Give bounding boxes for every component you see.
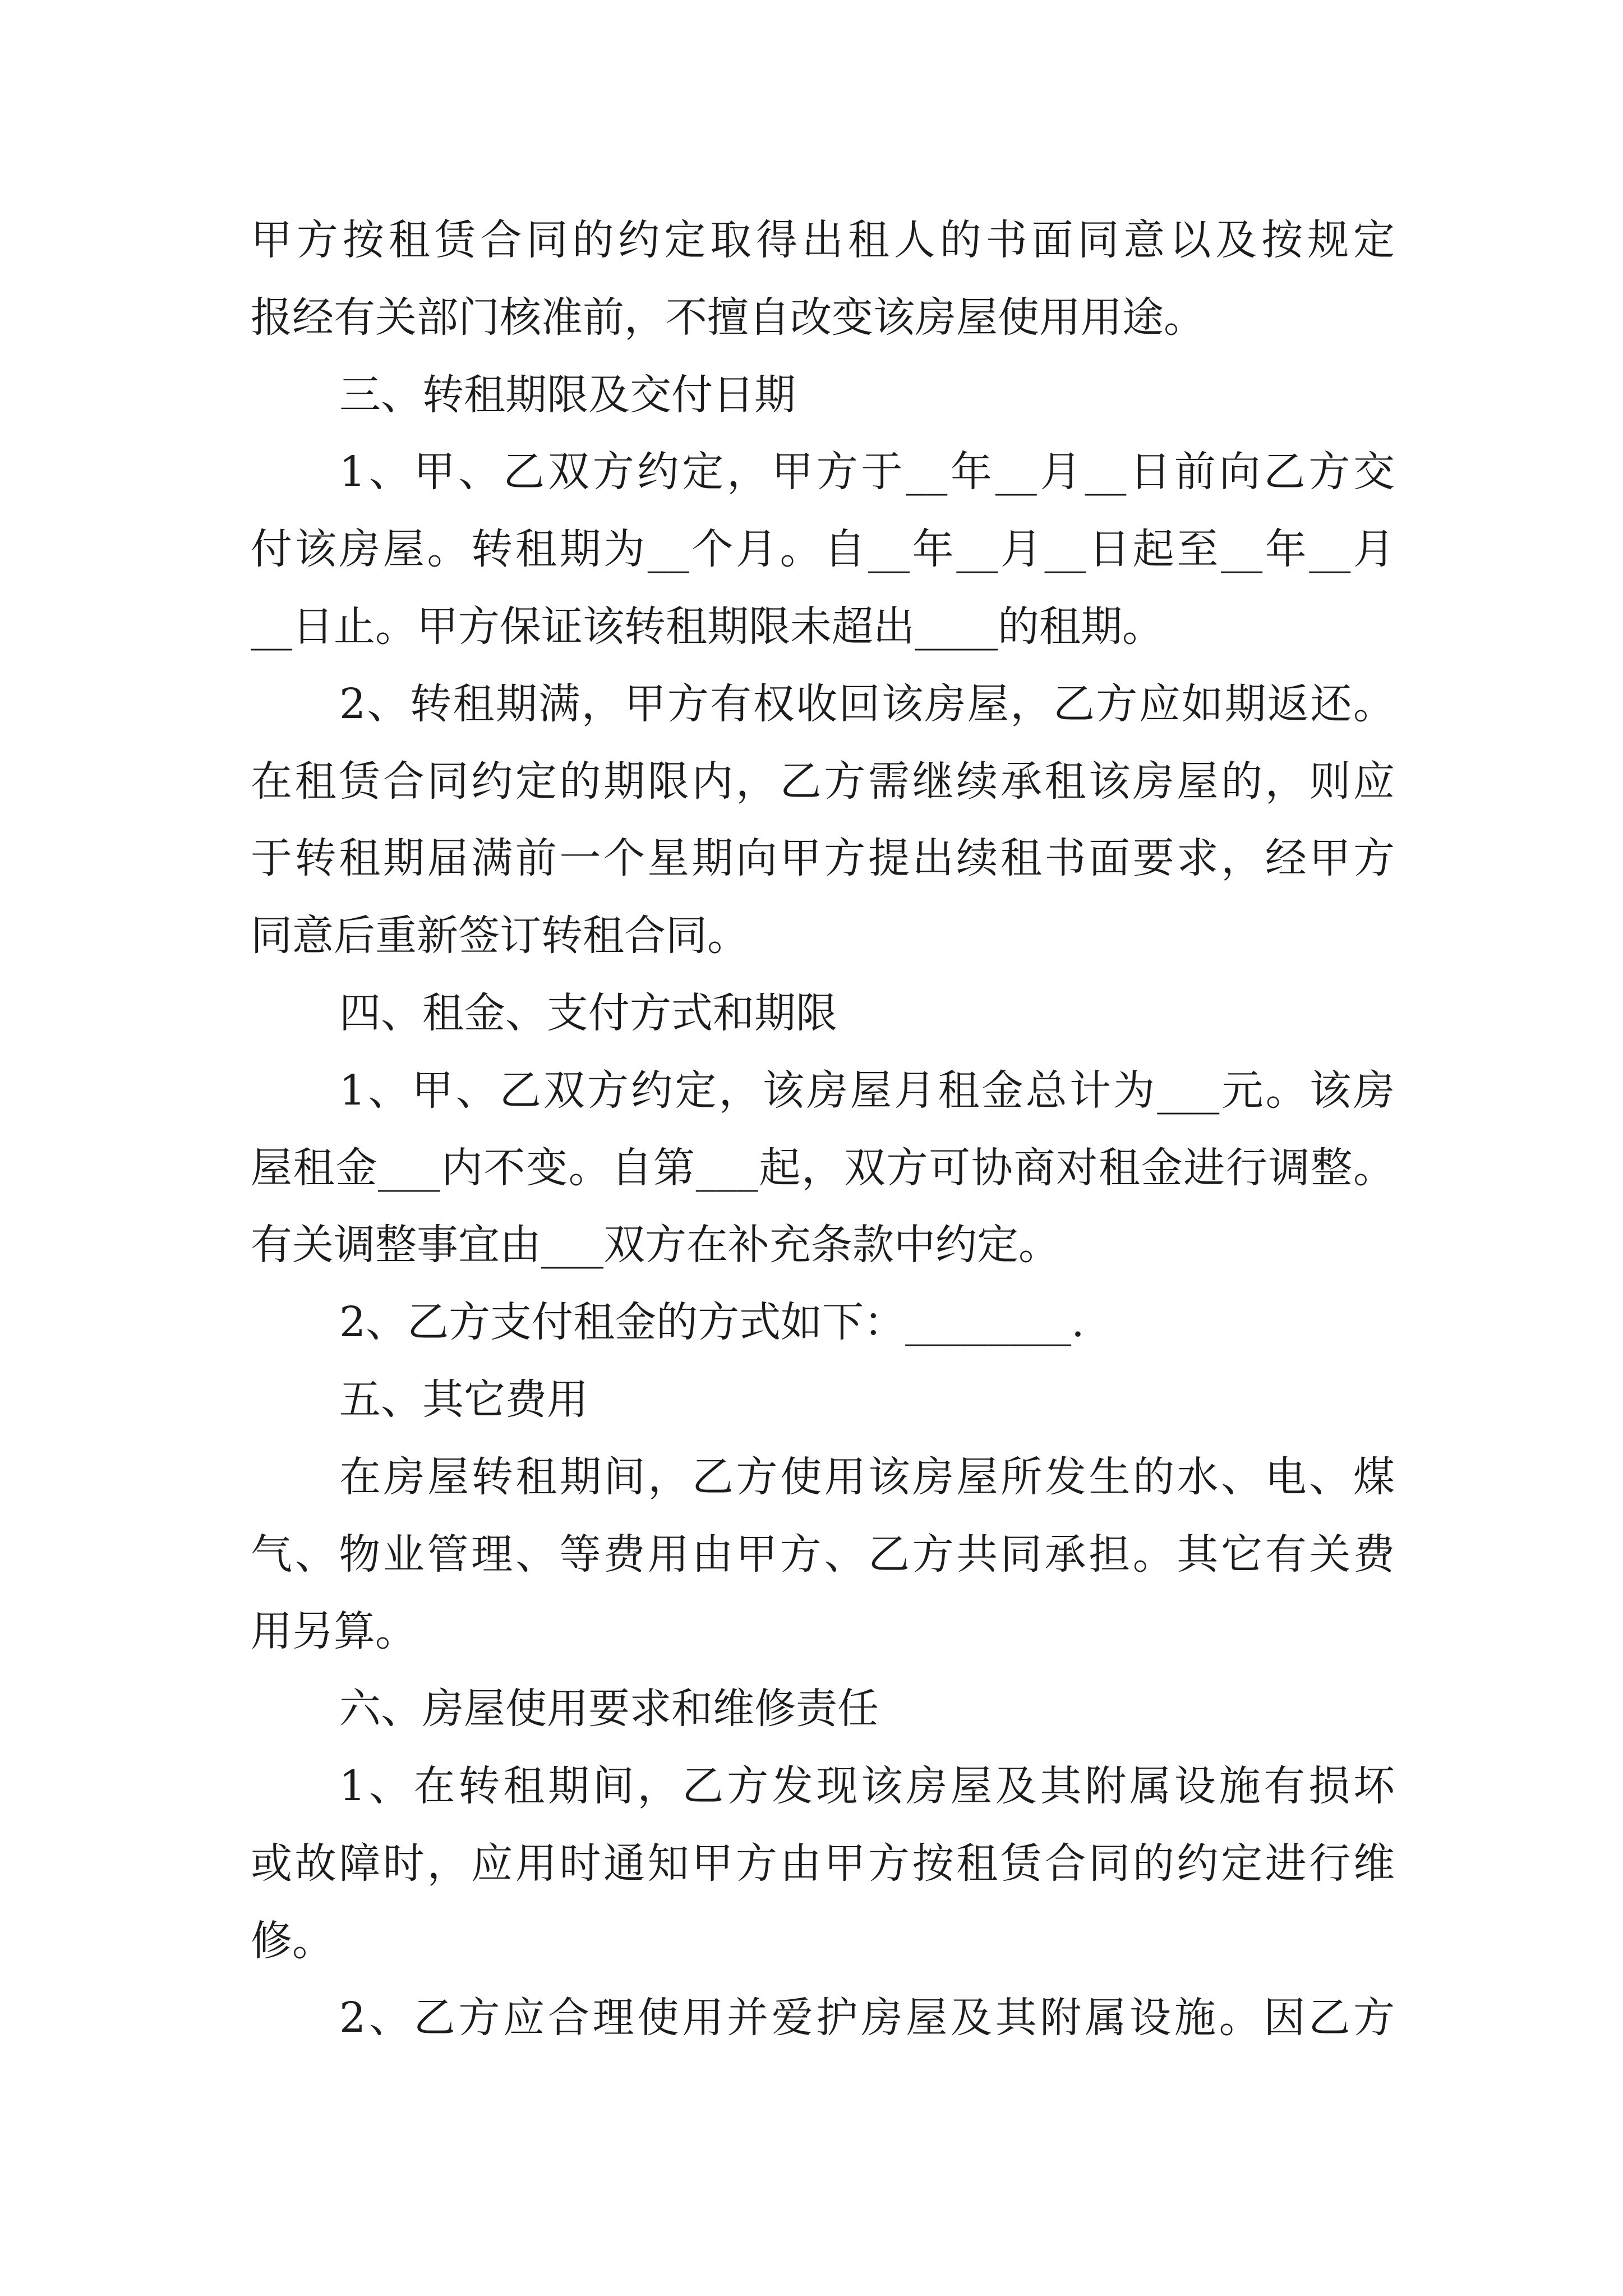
text-line: 1、甲、乙双方约定，甲方于__年__月__日前向乙方交 (339, 448, 1395, 496)
text-line: 甲方按租赁合同的约定取得出租人的书面同意以及按规定 (251, 216, 1395, 264)
text-line: 有关调整事宜由___双方在补充条款中约定。 (251, 1221, 1060, 1269)
section-heading: 四、租金、支付方式和期限 (339, 988, 837, 1037)
text-line: __日止。甲方保证该转租期限未超出____的租期。 (251, 602, 1164, 651)
text-line: 2、转租期满，甲方有权收回该房屋，乙方应如期返还。 (339, 679, 1395, 728)
contract-text (251, 202, 1395, 2057)
text-line: 于转租期届满前一个星期向甲方提出续租书面要求，经甲方 (251, 834, 1395, 883)
text-line: 1、在转租期间，乙方发现该房屋及其附属设施有损坏 (339, 1761, 1395, 1810)
text-line: 或故障时，应用时通知甲方由甲方按租赁合同的约定进行维 (251, 1839, 1395, 1888)
text-line: 用另算。 (251, 1607, 417, 1656)
text-line: 气、物业管理、等费用由甲方、乙方共同承担。其它有关费 (251, 1530, 1395, 1579)
section-heading: 三、转租期限及交付日期 (339, 370, 796, 419)
text-line: 修。 (251, 1916, 334, 1965)
text-line: 在房屋转租期间，乙方使用该房屋所发生的水、电、煤 (339, 1452, 1395, 1501)
section-heading: 五、其它费用 (339, 1375, 588, 1424)
text-line: 在租赁合同约定的期限内，乙方需继续承租该房屋的，则应 (251, 757, 1395, 806)
text-line: 同意后重新签订转租合同。 (251, 912, 749, 960)
section-heading: 六、房屋使用要求和维修责任 (339, 1685, 879, 1733)
text-line: 报经有关部门核准前，不擅自改变该房屋使用用途。 (251, 293, 1205, 342)
text-line: 2、乙方应合理使用并爱护房屋及其附属设施。因乙方 (339, 1994, 1395, 2042)
text-line: 屋租金___内不变。自第___起，双方可协商对租金进行调整。 (251, 1143, 1395, 1192)
text-line: 2、乙方支付租金的方式如下：________. (339, 1298, 1085, 1347)
text-line: 1、甲、乙双方约定，该房屋月租金总计为___元。该房 (339, 1066, 1395, 1115)
text-line: 付该房屋。转租期为__个月。自__年__月__日起至__年__月 (251, 525, 1395, 574)
